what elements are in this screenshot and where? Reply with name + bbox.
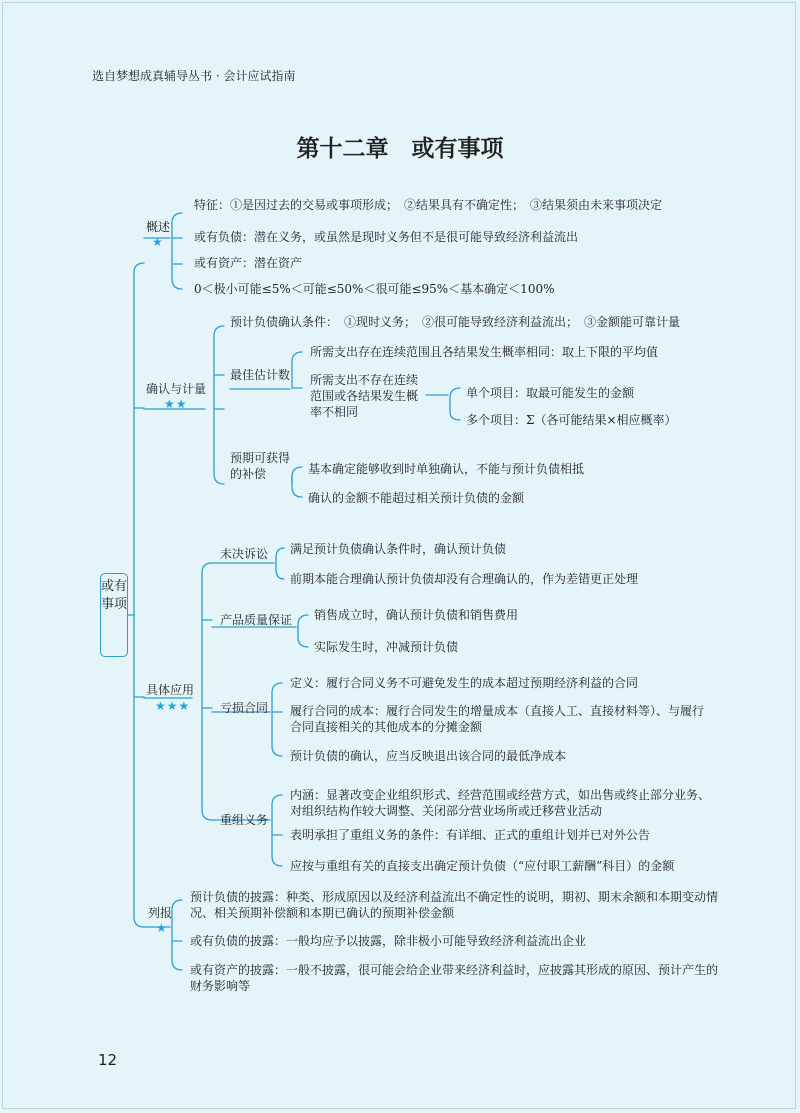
branch-application-label: 具体应用	[146, 683, 195, 697]
warranty-item-2: 实际发生时，冲减预计负债	[314, 640, 459, 654]
root-node	[100, 573, 128, 657]
branch-overview-stars: ★	[152, 235, 164, 249]
warranty-item-1: 销售成立时，确认预计负债和销售费用	[314, 608, 519, 622]
lawsuit-item-2: 前期本能合理确认预计负债却没有合理确认的，作为差错更正处理	[290, 572, 639, 586]
chapter-title: 第十二章 或有事项	[296, 136, 504, 162]
best-estimate-multiple-items: 多个项目：Σ（各可能结果×相应概率）	[466, 413, 677, 427]
book-series-header: 选自梦想成真辅导丛书 · 会计应试指南	[92, 69, 296, 83]
overview-feature: 特征：①是因过去的交易或事项形成； ②结果具有不确定性； ③结果须由未来事项决定	[194, 198, 663, 212]
best-estimate-label: 最佳估计数	[230, 368, 291, 382]
page-number: 12	[98, 1051, 118, 1069]
branch-application-stars: ★★★	[155, 699, 191, 713]
restructuring-label: 重组义务	[220, 813, 269, 827]
branch-disclosure-stars: ★	[156, 921, 168, 935]
best-estimate-continuous: 所需支出存在连续范围且各结果发生概率相同：取上下限的平均值	[310, 345, 659, 359]
overview-contingent-asset: 或有资产：潜在资产	[194, 256, 303, 270]
restructuring-amount: 应按与重组有关的直接支出确定预计负债（“应付职工薪酬”科目）的金额	[290, 859, 675, 873]
compensation-item-2: 确认的金额不能超过相关预计负债的金额	[308, 491, 525, 505]
restructuring-definition: 内涵：显著改变企业组织形式、经营范围或经营方式，如出售或终止部分业务、对组织结构作较大调整、关闭部分营业场所或迁移营业活动	[290, 788, 711, 818]
disclosure-contingent-liabilities: 或有负债的披露：一般均应予以披露，除非极小可能导致经济利益流出企业	[190, 934, 587, 948]
restructuring-conditions: 表明承担了重组义务的条件：有详细、正式的重组计划并已对外公告	[290, 828, 651, 842]
onerous-definition: 定义：履行合同义务不可避免发生的成本超过预期经济利益的合同	[290, 676, 639, 690]
root-label: 或有事项	[101, 579, 128, 612]
branch-recognition-label: 确认与计量	[146, 382, 207, 396]
compensation-item-1: 基本确定能够收到时单独确认，不能与预计负债相抵	[308, 462, 585, 476]
branch-disclosure-label: 列报	[148, 906, 173, 920]
onerous-contract-label: 亏损合同	[220, 701, 269, 715]
overview-probability-scale: 0＜极小可能≤5%＜可能≤50%＜很可能≤95%＜基本确定＜100%	[194, 282, 555, 296]
best-estimate-non-continuous: 所需支出不存在连续范围或各结果发生概率不相同	[310, 373, 419, 419]
onerous-recognition: 预计负债的确认，应当反映退出该合同的最低净成本	[290, 749, 567, 763]
best-estimate-single-item: 单个项目：取最可能发生的金额	[466, 386, 635, 400]
compensation-label: 预期可获得的补偿	[230, 451, 291, 481]
disclosure-provisions: 预计负债的披露：种类、形成原因以及经济利益流出不确定性的说明，期初、期末余额和本期变动情况、相关预期补偿额和本期已确认的预期补偿金额	[190, 890, 719, 920]
lawsuit-item-1: 满足预计负债确认条件时，确认预计负债	[290, 542, 507, 556]
lawsuit-label: 未决诉讼	[220, 547, 269, 561]
overview-contingent-liability: 或有负债：潜在义务，或虽然是现时义务但不是很可能导致经济利益流出	[194, 230, 579, 244]
recognition-conditions: 预计负债确认条件： ①现时义务； ②很可能导致经济利益流出； ③金额能可靠计量	[230, 315, 681, 329]
disclosure-contingent-assets: 或有资产的披露：一般不披露，很可能会给企业带来经济利益时，应披露其形成的原因、预计产生的财务影响等	[190, 963, 719, 993]
branch-overview-label: 概述	[146, 220, 171, 234]
onerous-cost: 履行合同的成本：履行合同发生的增量成本（直接人工、直接材料等）、与履行合同直接相关的其他成本的分摊金额	[290, 704, 705, 734]
warranty-label: 产品质量保证	[220, 613, 293, 627]
branch-recognition-stars: ★★	[164, 397, 188, 411]
